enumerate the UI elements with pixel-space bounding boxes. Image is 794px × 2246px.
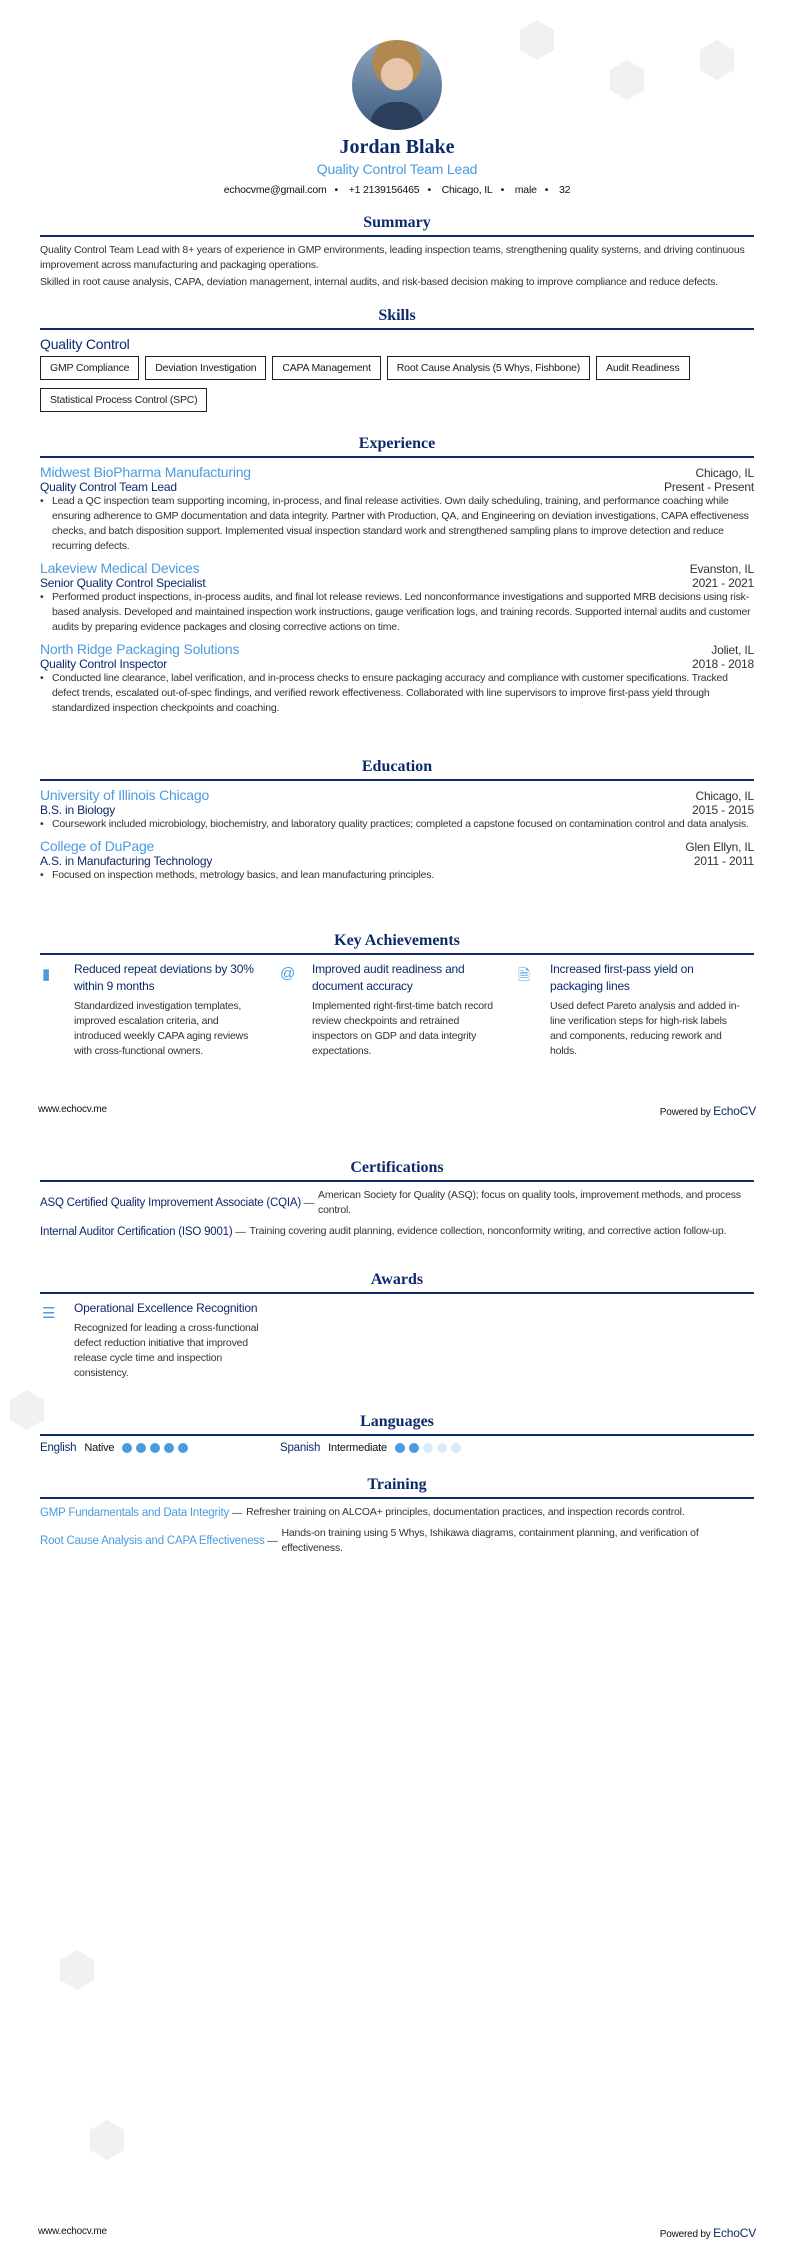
skill-chip: GMP Compliance xyxy=(40,356,139,380)
job-role: Quality Control Inspector xyxy=(40,657,168,671)
language-level: Native xyxy=(84,1442,115,1454)
section-heading: Experience xyxy=(40,435,754,458)
page-footer xyxy=(38,1104,756,1118)
location: Chicago, IL xyxy=(441,184,493,196)
company-name: Midwest BioPharma Manufacturing xyxy=(40,464,251,480)
certification-item: ASQ Certified Quality Improvement Associate (CQIA) — American Society for Quality (ASQ); focus on quality tools, improvement methods, and process control. xyxy=(40,1188,754,1218)
training-item: GMP Fundamentals and Data Integrity — Refresher training on ALCOA+ principles, documentation practices, and inspection records control. xyxy=(40,1506,685,1519)
skill-chip: CAPA Management xyxy=(272,356,380,380)
rating-dot xyxy=(437,1443,447,1453)
language-rating xyxy=(395,1442,465,1454)
language-name: English xyxy=(40,1442,77,1454)
skill-chip: Root Cause Analysis (5 Whys, Fishbone) xyxy=(387,356,590,380)
skill-category: Quality Control xyxy=(40,336,130,352)
certification-desc: American Society for Quality (ASQ); focus on quality tools, improvement methods, and process control. xyxy=(318,1189,741,1216)
job-location: Chicago, IL xyxy=(695,466,754,480)
candidate-title: Quality Control Team Lead xyxy=(316,161,478,177)
candidate-name: Jordan Blake xyxy=(339,136,455,158)
email[interactable]: echocvme@gmail.com xyxy=(223,184,327,196)
degree: B.S. in Biology xyxy=(40,803,116,817)
awards-section xyxy=(40,1271,754,1381)
at-sign-icon: @ xyxy=(280,965,296,982)
education-bullet: • Coursework included microbiology, biochemistry, and laboratory quality practices; completed a capstone focused on contamination control and data analysis. xyxy=(40,817,754,832)
achievement-title: Reduced repeat deviations by 30% within 9 months xyxy=(74,962,254,993)
certification-desc: Training covering audit planning, evidence collection, nonconformity writing, and corrective action follow-up. xyxy=(249,1225,727,1237)
trophy-cake-icon: ☰ xyxy=(42,1305,56,1322)
rating-dot xyxy=(122,1443,132,1453)
job-entry xyxy=(40,641,754,716)
language-item xyxy=(280,1442,465,1454)
page-footer xyxy=(38,2226,756,2240)
job-role: Quality Control Team Lead xyxy=(40,480,177,494)
job-entry xyxy=(40,560,754,635)
education-dates: 2011 - 2011 xyxy=(693,854,754,868)
skill-chip: Statistical Process Control (SPC) xyxy=(40,388,207,412)
background-hexagon xyxy=(60,1950,94,1990)
degree: A.S. in Manufacturing Technology xyxy=(40,854,213,868)
rating-dot xyxy=(395,1443,405,1453)
company-name: North Ridge Packaging Solutions xyxy=(40,641,240,657)
training-name: GMP Fundamentals and Data Integrity xyxy=(40,1506,230,1519)
section-heading: Awards xyxy=(40,1271,754,1294)
school-name: University of Illinois Chicago xyxy=(40,787,210,803)
summary-text: Skilled in root cause analysis, CAPA, deviation management, internal audits, and risk-based decision making to improve compliance and reduce defects. xyxy=(40,276,718,288)
certifications-section xyxy=(40,1159,754,1245)
job-location: Joliet, IL xyxy=(711,643,754,657)
brand-link[interactable]: EchoCV xyxy=(713,2226,756,2240)
company-name: Lakeview Medical Devices xyxy=(40,560,200,576)
achievement-title: Improved audit readiness and document accuracy xyxy=(312,962,465,993)
award-item xyxy=(40,1300,278,1381)
achievement-item xyxy=(516,961,754,1059)
achievement-desc: Standardized investigation templates, improved escalation criteria, and introduced weekly CAPA aging reviews with cross-functional owners. xyxy=(74,1000,249,1057)
background-hexagon xyxy=(10,1390,44,1430)
document-icon: 🗎 xyxy=(518,967,530,984)
background-hexagon xyxy=(610,60,644,100)
language-item xyxy=(40,1442,280,1454)
section-heading: Summary xyxy=(40,214,754,237)
education-section xyxy=(40,758,754,889)
experience-section xyxy=(40,435,754,722)
job-dates: Present - Present xyxy=(664,480,754,494)
job-role: Senior Quality Control Specialist xyxy=(40,576,206,590)
summary-section xyxy=(40,214,754,290)
school-name: College of DuPage xyxy=(40,838,155,854)
job-bullet: • Lead a QC inspection team supporting incoming, in-process, and final release activities. Own daily scheduling, training, and performance coaching while ensuring adherence to GMP documentation and data integrity. Partner with Production, QA, and Engineering on deviation investigations, CAPA effectiveness checks, and batch disposition support. Implemented visual inspection standard work and strengthened sampling plans to improve detection and reduce recurring defects. xyxy=(40,494,754,554)
chat-bubble-icon: ▮ xyxy=(42,966,51,983)
footer-website[interactable]: www.echocv.me xyxy=(38,1104,107,1115)
training-name: Root Cause Analysis and CAPA Effectiveness xyxy=(40,1535,265,1547)
powered-by-label: Powered by xyxy=(659,1107,711,1118)
achievement-desc: Used defect Pareto analysis and added in-line verification steps for high-risk labels and components, reducing rework and holds. xyxy=(550,1000,740,1057)
rating-dot xyxy=(136,1443,146,1453)
training-desc: Refresher training on ALCOA+ principles, documentation practices, and inspection records control. xyxy=(246,1506,685,1518)
background-hexagon xyxy=(520,20,554,60)
school-location: Glen Ellyn, IL xyxy=(685,840,754,854)
education-bullet: • Focused on inspection methods, metrology basics, and lean manufacturing principles. xyxy=(40,868,754,883)
award-desc: Recognized for leading a cross-functional defect reduction initiative that improved release cycle time and inspection consistency. xyxy=(74,1322,259,1379)
job-dates: 2018 - 2018 xyxy=(692,657,754,671)
achievement-title: Increased first-pass yield on packaging lines xyxy=(550,962,694,993)
job-entry xyxy=(40,464,754,554)
section-heading: Education xyxy=(40,758,754,781)
certification-item: Internal Auditor Certification (ISO 9001) — Training covering audit planning, evidence collection, nonconformity writing, and corrective action follow-up. xyxy=(40,1225,727,1238)
achievement-item xyxy=(40,961,278,1059)
training-section xyxy=(40,1476,754,1562)
languages-section xyxy=(40,1413,754,1454)
brand-link[interactable]: EchoCV xyxy=(713,1104,756,1118)
section-heading: Training xyxy=(40,1476,754,1499)
rating-dot xyxy=(423,1443,433,1453)
award-title: Operational Excellence Recognition xyxy=(74,1301,258,1315)
education-dates: 2015 - 2015 xyxy=(692,803,754,817)
school-location: Chicago, IL xyxy=(695,789,754,803)
background-hexagon xyxy=(90,2120,124,2160)
footer-website[interactable]: www.echocv.me xyxy=(38,2226,107,2237)
rating-dot xyxy=(150,1443,160,1453)
section-heading: Languages xyxy=(40,1413,754,1436)
rating-dot xyxy=(164,1443,174,1453)
education-entry xyxy=(40,787,754,832)
section-heading: Skills xyxy=(40,307,754,330)
skills-section xyxy=(40,307,754,412)
education-entry xyxy=(40,838,754,883)
training-desc: Hands-on training using 5 Whys, Ishikawa diagrams, containment planning, and verification of effectiveness. xyxy=(281,1527,699,1554)
achievement-desc: Implemented right-first-time batch record review checkpoints and retrained inspectors on GDP and data integrity expectations. xyxy=(312,1000,493,1057)
skill-chip: Deviation Investigation xyxy=(145,356,266,380)
profile-photo xyxy=(352,40,442,130)
rating-dot xyxy=(409,1443,419,1453)
rating-dot xyxy=(451,1443,461,1453)
section-heading: Certifications xyxy=(40,1159,754,1182)
certification-name: Internal Auditor Certification (ISO 9001) xyxy=(40,1225,233,1238)
skill-chip: Audit Readiness xyxy=(596,356,689,380)
achievement-item xyxy=(278,961,516,1059)
age: 32 xyxy=(558,184,571,196)
language-level: Intermediate xyxy=(328,1442,387,1454)
job-location: Evanston, IL xyxy=(689,562,754,576)
summary-text: Quality Control Team Lead with 8+ years of experience in GMP environments, leading inspection teams, strengthening quality systems, and driving continuous improvement across manufacturing and packaging operations. xyxy=(40,244,745,271)
gender: male xyxy=(514,184,537,196)
training-item: Root Cause Analysis and CAPA Effectiveness — Hands-on training using 5 Whys, Ishikawa diagrams, containment planning, and verification of effectiveness. xyxy=(40,1526,754,1556)
contact-info: echocvme@gmail.com • +1 2139156465 • Chicago, IL • male • 32 xyxy=(223,184,571,196)
job-bullet: • Conducted line clearance, label verification, and in-process checks to ensure packaging accuracy and compliance with customer specifications. Tracked defect trends, escalated out-of-spec findings, and verified rework effectiveness. Collaborated with line supervisors to improve first-pass yield through standardized inspection checkpoints and coaching. xyxy=(40,671,754,716)
powered-by-label: Powered by xyxy=(659,2229,711,2240)
phone[interactable]: +1 2139156465 xyxy=(348,184,420,196)
certification-name: ASQ Certified Quality Improvement Associate (CQIA) xyxy=(40,1197,301,1209)
rating-dot xyxy=(178,1443,188,1453)
job-dates: 2021 - 2021 xyxy=(692,576,754,590)
achievements-section xyxy=(40,932,754,1059)
section-heading: Key Achievements xyxy=(40,932,754,955)
language-rating xyxy=(122,1442,192,1454)
language-name: Spanish xyxy=(280,1442,321,1454)
background-hexagon xyxy=(700,40,734,80)
job-bullet: • Performed product inspections, in-process audits, and final lot release reviews. Led nonconformance investigations and supported MRB decisions using risk-based analysis. Developed and maintained inspection work instructions, gauge verification logs, and training records. Supported internal audits and customer audits by preparing evidence packages and closing corrective actions on time. xyxy=(40,590,754,635)
